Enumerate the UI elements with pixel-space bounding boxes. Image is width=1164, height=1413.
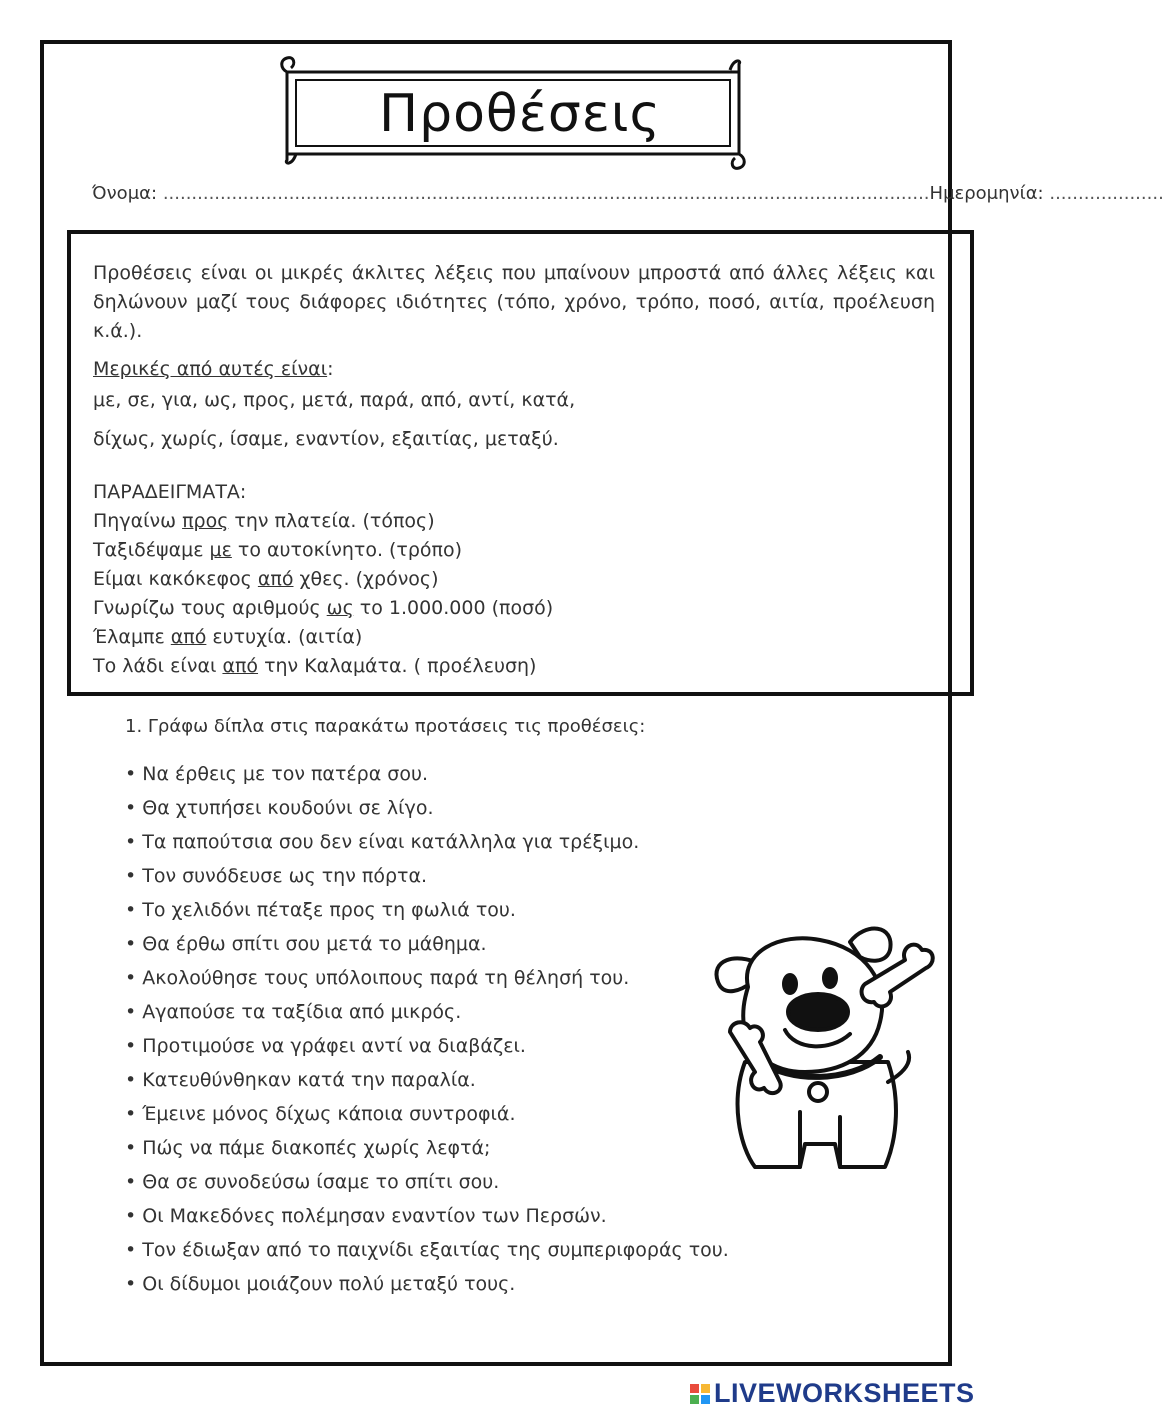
some-label-line	[93, 358, 334, 380]
example-preposition: προς	[182, 510, 229, 532]
exercise-sentence: • Τον συνόδευσε ως την πόρτα.	[125, 865, 428, 887]
example-preposition: από	[170, 626, 207, 648]
exercise-sentence: • Προτιμούσε να γράφει αντί να διαβάζει.	[125, 1035, 526, 1057]
exercise-sentence: • Τον έδιωξαν από το παιχνίδι εξαιτίας της συμπεριφοράς του.	[125, 1239, 729, 1261]
date-field[interactable]: ....................	[1049, 183, 1164, 204]
example-preposition: από	[257, 568, 294, 590]
logo-square	[690, 1395, 699, 1404]
example-line: Γνωρίζω τους αριθμούς ως το 1.000.000 (ποσό)	[93, 597, 554, 619]
example-line: Το λάδι είναι από την Καλαμάτα. ( προέλευση)	[93, 655, 537, 677]
exercise-title: 1. Γράφω δίπλα στις παρακάτω προτάσεις τις προθέσεις:	[125, 716, 646, 737]
name-date-line	[92, 183, 1164, 204]
name-field[interactable]: ......................................................................................................................................	[162, 183, 930, 204]
logo-square	[690, 1384, 699, 1393]
example-preposition: από	[222, 655, 259, 677]
footer-brand[interactable]	[690, 1378, 975, 1409]
logo-square	[701, 1395, 710, 1404]
exercise-sentence: • Αγαπούσε τα ταξίδια από μικρός.	[125, 1001, 462, 1023]
example-preposition: ως	[326, 597, 354, 619]
logo-square	[701, 1384, 710, 1393]
date-label: Ημερομηνία:	[929, 183, 1044, 204]
exercise-sentence: • Τα παπούτσια σου δεν είναι κατάλληλα για τρέξιμο.	[125, 831, 640, 853]
dog-with-bone-illustration	[700, 912, 940, 1182]
example-preposition: με	[209, 539, 232, 561]
some-label-colon: :	[327, 358, 334, 380]
exercise-sentence: • Ακολούθησε τους υπόλοιπους παρά τη θέλησή του.	[125, 967, 630, 989]
name-label: Όνομα:	[92, 183, 158, 204]
exercise-sentence: • Θα χτυπήσει κουδούνι σε λίγο.	[125, 797, 434, 819]
exercise-sentence: • Να έρθεις με τον πατέρα σου.	[125, 763, 428, 785]
exercise-sentence: • Θα σε συνοδεύσω ίσαμε το σπίτι σου.	[125, 1171, 500, 1193]
page-title: Προθέσεις	[378, 84, 662, 144]
example-line: Έλαμπε από ευτυχία. (αιτία)	[93, 626, 363, 648]
exercise-sentence: • Το χελιδόνι πέταξε προς τη φωλιά του.	[125, 899, 516, 921]
liveworksheets-logo-icon	[690, 1384, 710, 1404]
exercise-sentence: • Έμεινε μόνος δίχως κάποια συντροφιά.	[125, 1103, 516, 1125]
example-line: Ταξιδέψαμε με το αυτοκίνητο. (τρόπο)	[93, 539, 463, 561]
example-line: Είμαι κακόκεφος από χθες. (χρόνος)	[93, 568, 439, 590]
brand-name: LIVEWORKSHEETS	[714, 1378, 975, 1408]
definition-text: Προθέσεις είναι οι μικρές άκλιτες λέξεις που μπαίνουν μπροστά από άλλες λέξεις και δηλώνουν μαζί τους διάφορες ιδιότητες (τόπο, χρόνο, τρόπο, ποσό, αιτία, προέλευση κ.ά.).	[93, 262, 935, 342]
exercise-sentence: • Πώς να πάμε διακοπές χωρίς λεφτά;	[125, 1137, 491, 1159]
exercise-sentence: • Οι δίδυμοι μοιάζουν πολύ μεταξύ τους.	[125, 1273, 516, 1295]
exercise-sentence: • Οι Μακεδόνες πολέμησαν εναντίον των Περσών.	[125, 1205, 607, 1227]
prepositions-list-1: με, σε, για, ως, προς, μετά, παρά, από, αντί, κατά,	[93, 389, 576, 411]
exercise-sentence: • Θα έρθω σπίτι σου μετά το μάθημα.	[125, 933, 487, 955]
prepositions-list-2: δίχως, χωρίς, ίσαμε, εναντίον, εξαιτίας, μεταξύ.	[93, 428, 559, 450]
exercise-sentence: • Κατευθύνθηκαν κατά την παραλία.	[125, 1069, 476, 1091]
examples-label: ΠΑΡΑΔΕΙΓΜΑΤΑ:	[93, 481, 247, 503]
some-label: Μερικές από αυτές είναι	[93, 358, 328, 380]
example-line: Πηγαίνω προς την πλατεία. (τόπος)	[93, 510, 435, 532]
